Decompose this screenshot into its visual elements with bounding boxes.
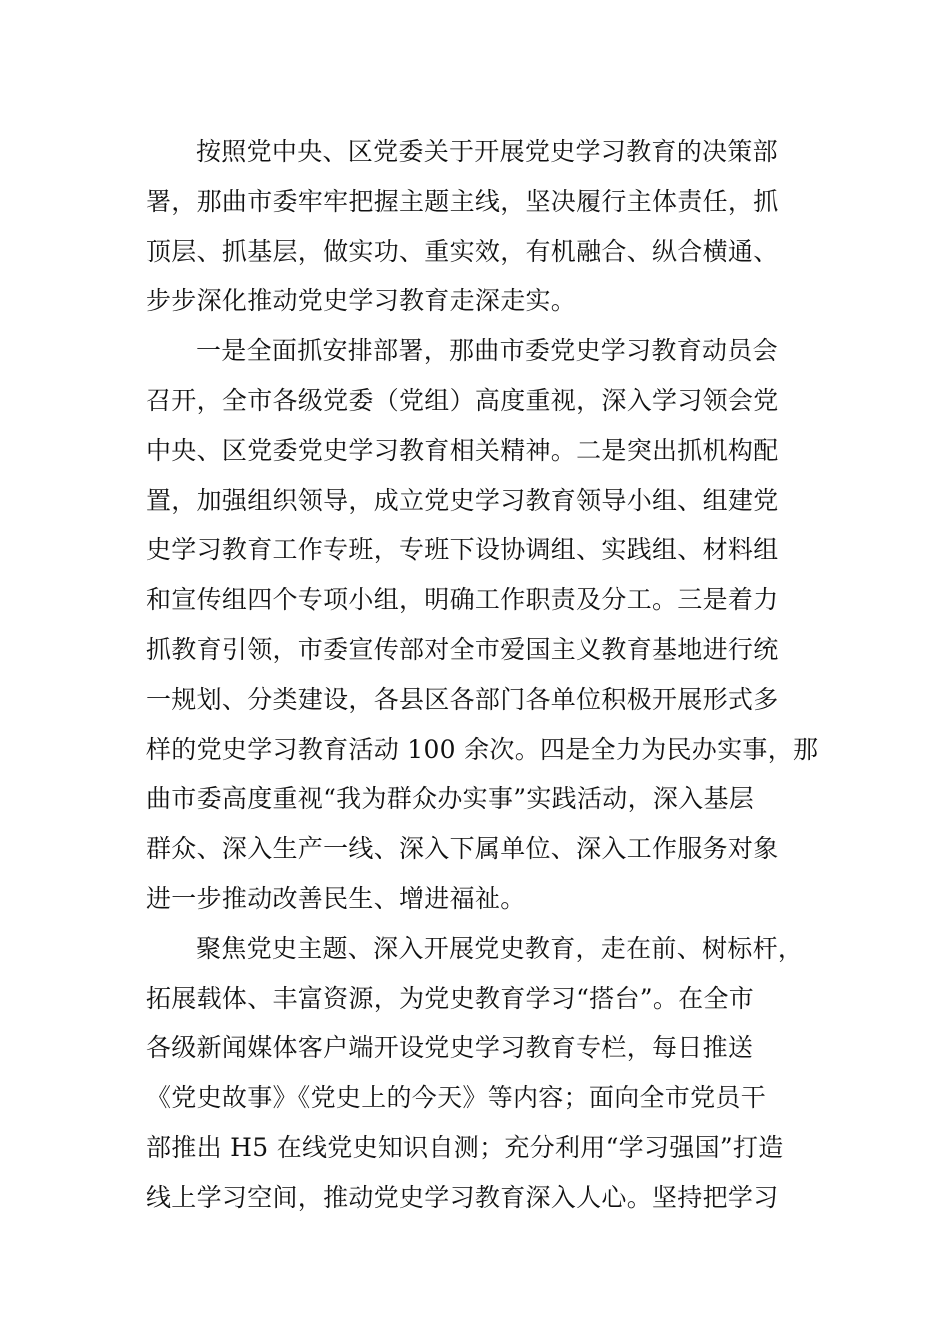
text-line: 一规划、分类建设，各县区各部门各单位积极开展形式多 [146,684,779,714]
text-line: 样的党史学习教育活动 100 余次。四是全力为民办实事，那 [146,734,819,764]
paragraph-focus [146,924,810,1223]
paragraph-intro [146,127,810,326]
text-line: 抓教育引领，市委宣传部对全市爱国主义教育基地进行统 [146,634,779,664]
text-line: 聚焦党史主题、深入开展党史教育，走在前、树标杆， [196,933,804,963]
text-line: 按照党中央、区党委关于开展党史学习教育的决策部 [196,137,778,166]
paragraph-measures [146,326,819,924]
text-line: 和宣传组四个专项小组，明确工作职责及分工。三是着力 [146,585,779,615]
text-line: 《党史故事》《党史上的今天》等内容；面向全市党员干 [146,1083,767,1113]
text-line: 曲市委高度重视“我为群众办实事”实践活动，深入基层 [146,784,755,814]
text-line: 部推出 H5 在线党史知识自测；充分利用“学习强国”打造 [146,1132,784,1162]
text-line: 各级新闻媒体客户端开设党史学习教育专栏，每日推送 [146,1033,754,1063]
document-body [146,127,819,1223]
text-line: 拓展载体、丰富资源，为党史教育学习“搭台”。在全市 [146,983,755,1013]
text-line: 群众、深入生产一线、深入下属单位、深入工作服务对象 [146,834,779,864]
text-line: 顶层、抓基层，做实功、重实效，有机融合、纵合横通、 [146,236,779,266]
text-line: 步步深化推动党史学习教育走深走实。 [146,286,577,316]
text-line: 召开，全市各级党委（党组）高度重视，深入学习领会党 [146,385,779,415]
text-line: 置，加强组织领导，成立党史学习教育领导小组、组建党 [146,485,779,515]
text-line: 署，那曲市委牢牢把握主题主线，坚决履行主体责任，抓 [146,186,779,216]
text-line: 线上学习空间，推动党史学习教育深入人心。坚持把学习 [146,1182,779,1212]
text-line: 史学习教育工作专班，专班下设协调组、实践组、材料组 [146,535,779,565]
text-line: 中央、区党委党史学习教育相关精神。二是突出抓机构配 [146,435,779,465]
text-line: 进一步推动改善民生、增进福祉。 [146,883,526,913]
text-line: 一是全面抓安排部署，那曲市委党史学习教育动员会 [196,336,778,366]
